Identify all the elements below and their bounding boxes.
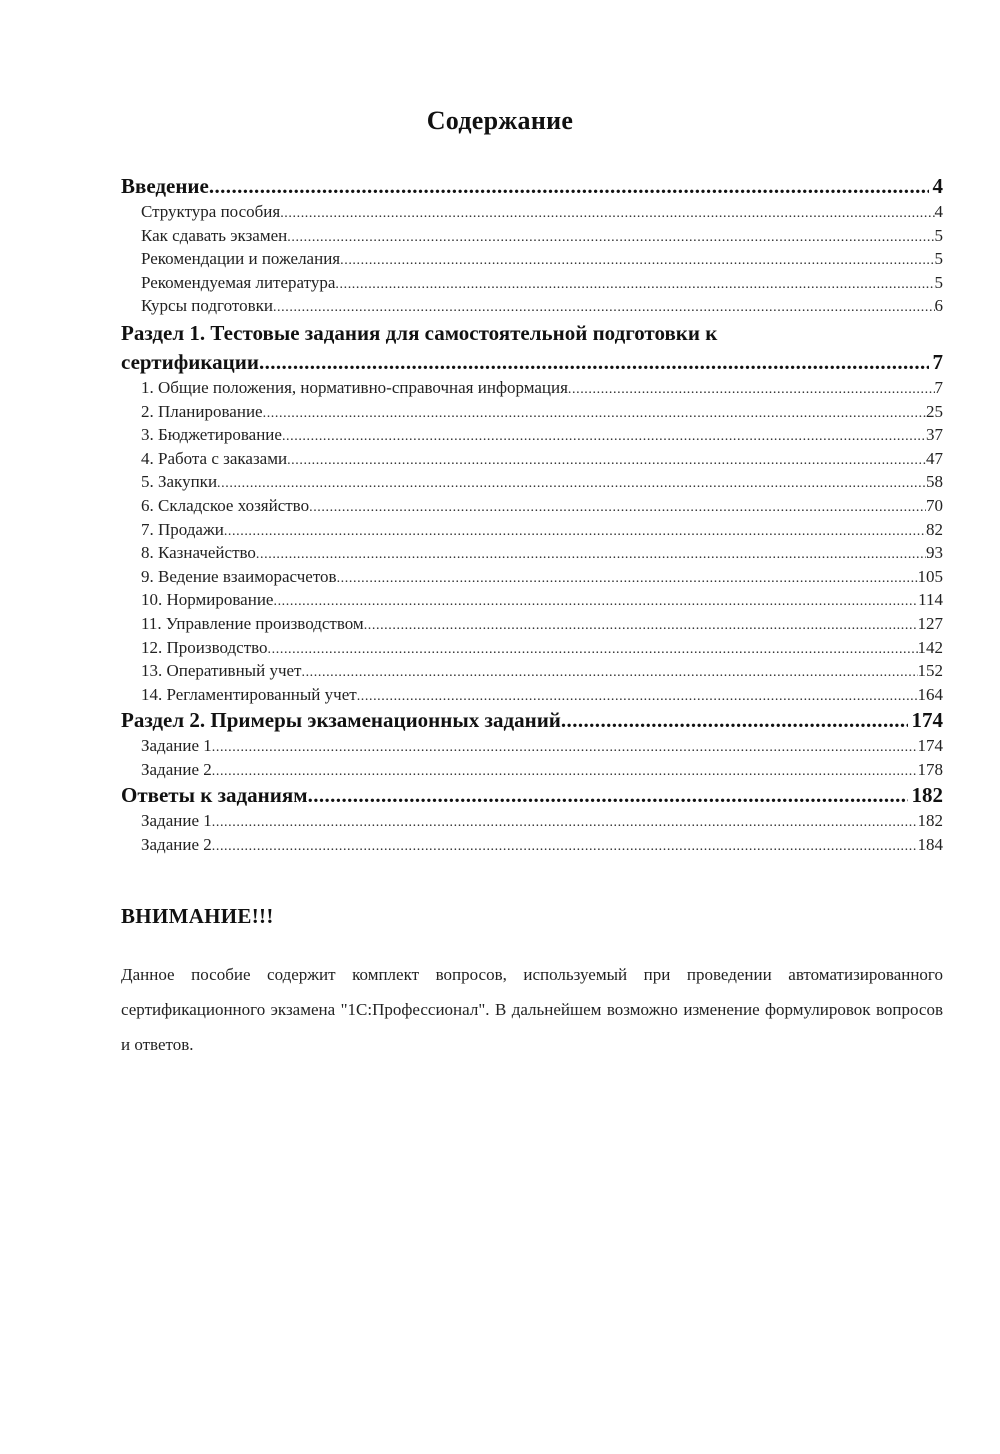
toc-subentry[interactable]: [121, 541, 943, 565]
toc-subentry-page: 152: [917, 661, 943, 681]
toc-subentry-page: 174: [917, 736, 943, 756]
toc-leader-dots: [212, 835, 918, 859]
toc-subentry-page: 5: [934, 225, 943, 245]
toc-subentry[interactable]: [121, 758, 943, 782]
toc-subentry-label: Рекомендации и пожелания: [141, 249, 341, 269]
toc-leader-dots: [280, 202, 934, 226]
attention-heading: ВНИМАНИЕ!!!: [121, 904, 274, 928]
toc-subentry-page: 58: [926, 472, 943, 492]
toc-subentry-page: 127: [917, 613, 943, 633]
toc-subentry-label: 8. Казначейство: [141, 543, 256, 563]
toc-leader-dots: [212, 736, 918, 760]
toc-leader-dots: [364, 614, 918, 638]
toc-subentry-label: Структура пособия: [141, 202, 281, 221]
toc-entry-label: Ответы к заданиям: [121, 783, 308, 808]
toc-leader-dots: [357, 685, 918, 709]
toc-subentry[interactable]: [121, 247, 943, 271]
toc-subentry-page: 6: [934, 296, 943, 316]
toc-subentry-page: 5: [934, 249, 943, 269]
toc-subentry-label: Задание 1: [141, 811, 212, 831]
toc-subentry-page: 5: [934, 272, 943, 292]
toc-subentry-label: 11. Управление производством: [141, 613, 364, 633]
toc-subentry[interactable]: [121, 734, 943, 758]
toc-entry-label: Раздел 2. Примеры экзаменационных заданий: [121, 708, 561, 733]
toc-leader-dots: [263, 402, 926, 426]
toc-subentry-page: 93: [926, 543, 943, 563]
toc-leader-dots: [217, 472, 926, 496]
toc-subentry-label: 14. Регламентированный учет: [141, 684, 357, 704]
table-of-contents: [121, 172, 943, 857]
toc-subentry[interactable]: [121, 659, 943, 683]
toc-entry-page: 7: [932, 349, 943, 374]
toc-subentry-page: 184: [917, 835, 943, 855]
attention-note: Данное пособие содержит комплект вопросов, используемый при проведении автоматизированного сертификационного экзамена "1С:Профессионал". В дальнейшем возможно изменение формулировок вопросов и ответов.: [121, 965, 943, 1054]
toc-subentry[interactable]: [121, 376, 943, 400]
toc-leader-dots: [268, 638, 918, 662]
toc-subentry-page: 70: [926, 495, 943, 515]
toc-entry-answers[interactable]: [121, 781, 943, 809]
toc-subentry-label: 6. Складское хозяйство: [141, 495, 310, 515]
toc-leader-dots: [212, 760, 918, 784]
toc-subentry-label: 2. Планирование: [141, 401, 263, 421]
toc-leader-dots: [309, 496, 926, 520]
toc-subentry-page: 164: [917, 684, 943, 704]
toc-subentry-label: Задание 2: [141, 759, 212, 779]
page-title: Содержание: [426, 106, 574, 135]
toc-subentry-page: 114: [918, 590, 943, 610]
toc-subentry[interactable]: [121, 271, 943, 295]
toc-subentry-label: 5. Закупки: [141, 472, 218, 492]
toc-subentry[interactable]: [121, 565, 943, 589]
toc-entry-section1[interactable]: [121, 348, 943, 376]
toc-subentry-page: 82: [926, 519, 943, 539]
toc-entry-page: 174: [911, 708, 943, 733]
toc-subentry[interactable]: [121, 636, 943, 660]
toc-subentry-label: 7. Продажи: [141, 519, 224, 539]
toc-leader-dots: [209, 172, 929, 200]
toc-subentry[interactable]: [121, 200, 943, 224]
toc-subentry[interactable]: [121, 294, 943, 318]
toc-leader-dots: [282, 425, 926, 449]
toc-entry-intro[interactable]: [121, 172, 943, 200]
toc-subentry-page: 178: [917, 759, 943, 779]
toc-leader-dots: [301, 661, 917, 685]
toc-subentry[interactable]: [121, 809, 943, 833]
toc-subentry-page: 7: [934, 377, 943, 397]
toc-subentry-label: Курсы подготовки: [141, 296, 273, 316]
toc-subentry-page: 105: [917, 566, 943, 586]
toc-leader-dots: [308, 781, 908, 809]
toc-subentry[interactable]: [121, 400, 943, 424]
toc-subentry-label: 13. Оперативный учет: [141, 661, 302, 681]
toc-entry-label: сертификации: [121, 349, 259, 374]
toc-leader-dots: [337, 567, 918, 591]
toc-leader-dots: [212, 811, 918, 835]
toc-subentry-label: 12. Производство: [141, 637, 268, 657]
toc-leader-dots: [340, 249, 934, 273]
toc-subentry-label: 3. Бюджетирование: [141, 425, 282, 445]
toc-entry-label: Введение: [121, 174, 209, 198]
toc-leader-dots: [335, 273, 934, 297]
toc-entry-page: 4: [932, 174, 943, 198]
toc-entry-section2[interactable]: [121, 706, 943, 734]
toc-leader-dots: [273, 590, 918, 614]
toc-subentry-page: 182: [917, 811, 943, 831]
toc-subentry-page: 25: [926, 401, 943, 421]
toc-leader-dots: [273, 296, 935, 320]
toc-subentry[interactable]: [121, 470, 943, 494]
toc-subentry[interactable]: [121, 224, 943, 248]
toc-subentry[interactable]: [121, 494, 943, 518]
toc-leader-dots: [568, 378, 935, 402]
toc-subentry-page: 47: [926, 448, 943, 468]
toc-leader-dots: [256, 543, 926, 567]
toc-leader-dots: [287, 226, 934, 250]
toc-subentry-page: 142: [917, 637, 943, 657]
toc-subentry[interactable]: [121, 833, 943, 857]
toc-subentry[interactable]: [121, 518, 943, 542]
toc-subentry-label: Задание 1: [141, 736, 212, 756]
toc-subentry-label: 4. Работа с заказами: [141, 448, 288, 468]
toc-leader-dots: [561, 706, 908, 734]
toc-entry-page: 182: [911, 783, 943, 808]
toc-subentry[interactable]: [121, 588, 943, 612]
toc-subentry-label: Задание 2: [141, 835, 212, 855]
toc-subentry[interactable]: [121, 447, 943, 471]
toc-entry-section1-line1[interactable]: Раздел 1. Тестовые задания для самостоятельной подготовки к: [121, 320, 718, 345]
toc-leader-dots: [287, 449, 926, 473]
toc-leader-dots: [259, 348, 929, 376]
toc-subentry[interactable]: [121, 423, 943, 447]
toc-subentry-page: 4: [934, 202, 943, 221]
toc-subentry-label: 9. Ведение взаиморасчетов: [141, 566, 337, 586]
toc-subentry-label: Рекомендуемая литература: [141, 272, 336, 292]
toc-subentry-label: 10. Нормирование: [141, 590, 274, 610]
toc-subentry-page: 37: [926, 425, 943, 445]
toc-subentry[interactable]: [121, 612, 943, 636]
toc-subentry-label: 1. Общие положения, нормативно-справочная информация: [141, 377, 568, 397]
toc-subentry[interactable]: [121, 683, 943, 707]
toc-subentry-label: Как сдавать экзамен: [141, 225, 288, 245]
toc-leader-dots: [224, 520, 926, 544]
